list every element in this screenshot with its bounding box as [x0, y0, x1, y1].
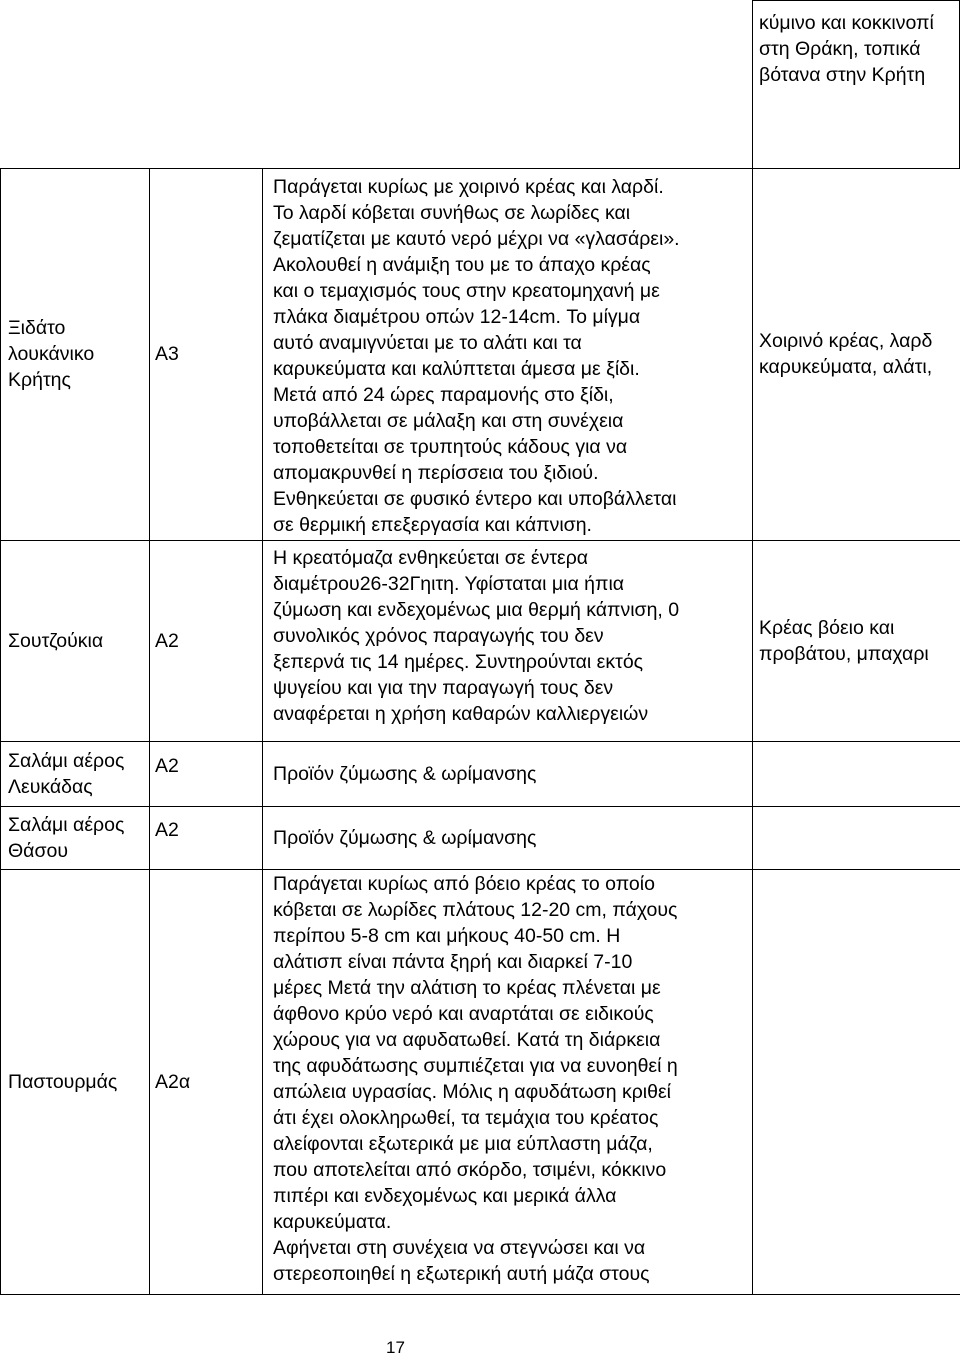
product-ingredients — [759, 328, 960, 380]
cell-line: μέρες Μετά την αλάτιση το κρέας πλένεται με — [273, 977, 661, 999]
cell-line: άτι έχει ολοκληρωθεί, τα τεμάχια του κρέατος — [273, 1107, 659, 1129]
table-rule — [0, 869, 960, 870]
product-class: Α2α — [155, 1071, 191, 1093]
table-rule — [0, 741, 960, 742]
cell-line: λουκάνικο — [8, 343, 95, 365]
cell-line: ψυγείου και για την παραγωγή τους δεν — [273, 677, 614, 699]
table-rule — [149, 168, 150, 1294]
cell-line: και ο τεμαχισμός τους στην κρεατομηχανή με — [273, 280, 660, 302]
cell-line: στη Θράκη, τοπικά — [759, 38, 921, 60]
table-rule — [0, 168, 960, 169]
cell-line: άφθονο κρύο νερό και αναρτάται σε ειδικούς — [273, 1003, 654, 1025]
cell-line: Η κρεατόμαζα ενθηκεύεται σε έντερα — [273, 547, 589, 569]
product-ingredients — [759, 615, 960, 667]
cell-line: Ακολουθεί η ανάμιξη του με το άπαχο κρέας — [273, 254, 651, 276]
cell-line: που αποτελείται από σκόρδο, τσιμένι, κόκκινο — [273, 1159, 667, 1181]
product-class: Α3 — [155, 343, 179, 365]
cell-line: Σαλάμι αέρος — [8, 814, 125, 836]
product-name — [8, 628, 147, 654]
cell-line: Σουτζούκια — [8, 630, 104, 652]
table-rule — [0, 1294, 960, 1295]
cell-line: υποβάλλεται σε μάλαξη και στη συνέχεια — [273, 410, 624, 432]
cell-line: καρυκεύματα. — [273, 1211, 392, 1233]
cell-line: κόβεται σε λωρίδες πλάτους 12-20 cm, πάχους — [273, 899, 678, 921]
cell-line: Χοιρινό κρέας, λαρδ — [759, 330, 933, 352]
cell-line: Ξιδάτο — [8, 317, 66, 339]
cell-line: της αφυδάτωσης συμπιέζεται για να ευνοηθεί η — [273, 1055, 678, 1077]
cell-line: καρυκεύματα και καλύπτεται άμεσα με ξίδι. — [273, 358, 640, 380]
cell-line: προβάτου, μπαχαρι — [759, 643, 929, 665]
product-description — [273, 825, 750, 851]
table-rule — [0, 168, 1, 1294]
cell-line: αλάτισπ είναι πάντα ξηρή και διαρκεί 7-10 — [273, 951, 633, 973]
cell-line: διαμέτρου26-32Γηιτη. Υφίσταται μια ήπια — [273, 573, 625, 595]
cell-line: απομακρυνθεί η περίσσεια του ξιδιού. — [273, 462, 599, 484]
cell-line: ξεπερνά τις 14 ημέρες. Συντηρούνται εκτός — [273, 651, 644, 673]
cell-line: σε θερμική επεξεργασία και κάπνιση. — [273, 514, 592, 536]
product-description — [273, 871, 750, 1287]
cell-line: βότανα στην Κρήτη — [759, 64, 926, 86]
cell-line: Παράγεται κυρίως από βόειο κρέας το οποίο — [273, 873, 655, 895]
cell-line: Κρήτης — [8, 369, 71, 391]
product-name — [8, 1069, 147, 1095]
cell-line: πιπέρι και ενδεχομένως και μερικά άλλα — [273, 1185, 617, 1207]
cell-line: Μετά από 24 ώρες παραμονής στο ξίδι, — [273, 384, 614, 406]
cell-line: Κρέας βόειο και — [759, 617, 895, 639]
product-class: Α2 — [155, 755, 179, 777]
table-rule — [262, 168, 263, 1294]
product-name — [8, 748, 147, 800]
cell-line: Αφήνεται στη συνέχεια να στεγνώσει και να — [273, 1237, 646, 1259]
cell-line: χώρους για να αφυδατωθεί. Κατά τη διάρκεια — [273, 1029, 661, 1051]
cell-line: περίπου 5-8 cm και μήκους 40-50 cm. Η — [273, 925, 621, 947]
cell-line: τοποθετείται σε τρυπητούς κάδους για να — [273, 436, 628, 458]
cell-line: ζεματίζεται με καυτό νερό μέχρι να «γλασάρει». — [273, 228, 680, 250]
product-class: Α2 — [155, 630, 179, 652]
cell-line: στερεοποιηθεί η εξωτερική αυτή μάζα στους — [273, 1263, 650, 1285]
page-number: 17 — [386, 1338, 405, 1357]
cell-line: αναφέρεται η χρήση καθαρών καλλιεργειών — [273, 703, 649, 725]
product-class: Α2 — [155, 819, 179, 841]
table-rule — [752, 0, 753, 1294]
cell-line: Ενθηκεύεται σε φυσικό έντερο και υποβάλλεται — [273, 488, 677, 510]
cell-line: Προϊόν ζύμωσης & ωρίμανσης — [273, 827, 537, 849]
cell-line: Προϊόν ζύμωσης & ωρίμανσης — [273, 763, 537, 785]
product-description — [273, 174, 750, 538]
cell-line: αυτό αναμιγνύεται με το αλάτι και τα — [273, 332, 582, 354]
cell-line: απώλεια υγρασίας. Μόλις η αφυδάτωση κριθεί — [273, 1081, 672, 1103]
cell-line: Θάσου — [8, 840, 68, 862]
table-rule — [0, 540, 960, 541]
cell-line: Παράγεται κυρίως με χοιρινό κρέας και λαρδί. — [273, 176, 664, 198]
product-name — [8, 812, 147, 864]
product-name — [8, 315, 147, 393]
cell-line: ζύμωση και ενδεχομένως μια θερμή κάπνιση, 0 — [273, 599, 680, 621]
table-rule — [0, 806, 960, 807]
cell-line: Λευκάδας — [8, 776, 93, 798]
product-description — [273, 545, 750, 727]
cell-line: Παστουρμάς — [8, 1071, 118, 1093]
cell-line: Σαλάμι αέρος — [8, 750, 125, 772]
cell-line: αλείφονται εξωτερικά με μια εύπλαστη μάζα, — [273, 1133, 653, 1155]
cell-line: καρυκεύματα, αλάτι, — [759, 356, 933, 378]
cell-line: πλάκα διαμέτρου οπών 12-14cm. Το μίγμα — [273, 306, 641, 328]
product-ingredients — [759, 10, 960, 88]
table-rule — [752, 0, 960, 1]
product-description — [273, 761, 750, 787]
cell-line: Το λαρδί κόβεται συνήθως σε λωρίδες και — [273, 202, 631, 224]
cell-line: συνολικός χρόνος παραγωγής του δεν — [273, 625, 604, 647]
cell-line: κύμινο και κοκκινοπί — [759, 12, 934, 34]
